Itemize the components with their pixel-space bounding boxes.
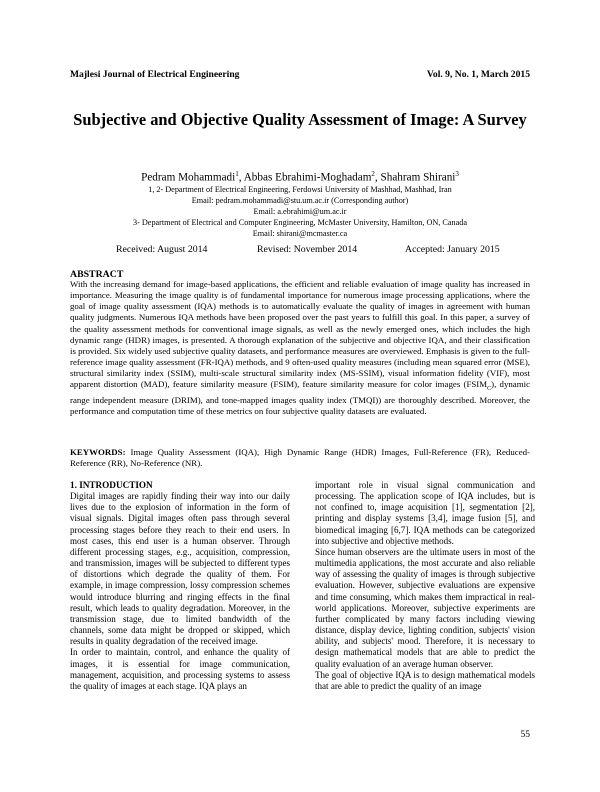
- right-column: [315, 480, 535, 692]
- author-3: , Shahram Shirani: [374, 171, 456, 184]
- author-list: [70, 168, 530, 185]
- paragraph: Digital images are rapidly finding their way into our daily lives due to the explosion of information in the form of visual signals. Digital images often pass through several processing stages before they reach to their end users. In most cases, this end user is a human observer. Through different processing stages, e.g., acquisition, compression, and transmission, images will be subjected to different types of distortions which degrade the quality of them. For example, in image compression, lossy compression schemes would introduce blurring and ringing effects in the final result, which leads to quality degradation. Moreover, in the transmission stage, due to limited bandwidth of the channels, some data might be dropped or skipped, which results in quality degradation of the received image.: [70, 491, 290, 647]
- affiliation-line: 1, 2- Department of Electrical Engineering, Ferdowsi University of Mashhad, Mashhad, Iran: [148, 185, 452, 194]
- section-heading: 1. INTRODUCTION: [70, 480, 153, 490]
- paper-title: Subjective and Objective Quality Assessment of Image: A Survey: [73, 110, 527, 129]
- journal-name: Majlesi Journal of Electrical Engineering: [70, 69, 240, 80]
- author-2: , Abbas Ebrahimi-Moghadam: [238, 171, 372, 184]
- received-date: Received: August 2014: [116, 244, 208, 255]
- paragraph: In order to maintain, control, and enhance the quality of images, it is essential for image communication, management, acquisition, and processing systems to assess the quality of images at each stage. IQA plays an: [70, 647, 290, 691]
- page-number: 55: [520, 730, 530, 740]
- abstract-part-2: ), dynamic range independent measure (DRIM), and tone-mapped images quality index (TMQI)) are thoroughly described. Moreover, the performance and computation time of these metrics on four subjective quality datasets are evaluated.: [70, 379, 530, 417]
- keywords: [70, 447, 530, 469]
- abstract-text: [70, 279, 530, 418]
- affiliation-line: 3- Department of Electrical and Computer Engineering, McMaster University, Hamilton, ON, Canada: [133, 218, 467, 227]
- author-1: Pedram Mohammadi: [141, 171, 236, 184]
- issue-info: Vol. 9, No. 1, March 2015: [426, 69, 530, 80]
- paragraph: The goal of objective IQA is to design mathematical models that are able to predict the quality of an image: [315, 669, 535, 691]
- author-1-affil: 1: [235, 170, 239, 178]
- affiliations: [70, 184, 530, 239]
- abstract-heading: ABSTRACT: [70, 269, 124, 280]
- paragraph: Since human observers are the ultimate users in most of the multimedia applications, the most accurate and also reliable way of assessing the quality of images is through subjective evaluation. However, subjective evaluations are expensive and time consuming, which makes them impractical in real-world applications. Moreover, subjective experiments are further complicated by many factors including viewing distance, display device, lighting condition, subjects' vision ability, and subjects' mood. Therefore, it is necessary to design mathematical models that are able to predict the quality evaluation of an average human observer.: [315, 546, 535, 669]
- affiliation-line: Email: a.ebrahimi@um.ac.ir: [253, 207, 347, 216]
- paragraph: important role in visual signal communication and processing. The application scope of IQA includes, but is not confined to, image acquisition [1], segmentation [2], printing and display systems [3,4], image fusion [5], and biomedical imaging [6,7]. IQA methods can be categorized into subjective and objective methods.: [315, 480, 535, 546]
- keywords-text: Image Quality Assessment (IQA), High Dynamic Range (HDR) Images, Full-Reference (FR), Reduced-Reference (RR), No-Reference (NR).: [70, 447, 530, 469]
- keywords-label: KEYWORDS:: [70, 447, 126, 457]
- abstract-part-1: With the increasing demand for image-based applications, the efficient and reliable evaluation of image quality has increased in importance. Measuring the image quality is of fundamental importance for numerous image processing applications, where the goal of image quality assessment (IQA) methods is to automatically evaluate the quality of images in agreement with human quality judgments. Numerous IQA methods have been proposed over the past years to fulfill this goal. In this paper, a survey of the quality assessment methods for conventional image signals, as well as the newly emerged ones, which includes the high dynamic range (HDR) images, is presented. A thorough explanation of the subjective and objective IQA, and their classification is provided. Six widely used subjective quality datasets, and performance measures are overviewed. Emphasis is given to the full-reference image quality assessment (FR-IQA) methods, and 9 often-used quality measures (including mean squared error (MSE), structural similarity index (SSIM), multi-scale structural similarity index (MS-SSIM), visual information fidelity (VIF), most apparent distortion (MAD), feature similarity measure (FSIM), feature similarity measure for color images (FSIM: [70, 279, 530, 390]
- affiliation-line: Email: pedram.mohammadi@stu.um.ac.ir (Corresponding author): [191, 196, 409, 205]
- author-3-affil: 3: [455, 170, 459, 178]
- abstract-subscript: C: [487, 386, 492, 393]
- author-2-affil: 2: [371, 170, 375, 178]
- accepted-date: Accepted: January 2015: [405, 244, 500, 255]
- left-column: [70, 480, 290, 692]
- revised-date: Revised: November 2014: [257, 244, 358, 255]
- affiliation-line: Email: shirani@mcmaster.ca: [252, 229, 348, 238]
